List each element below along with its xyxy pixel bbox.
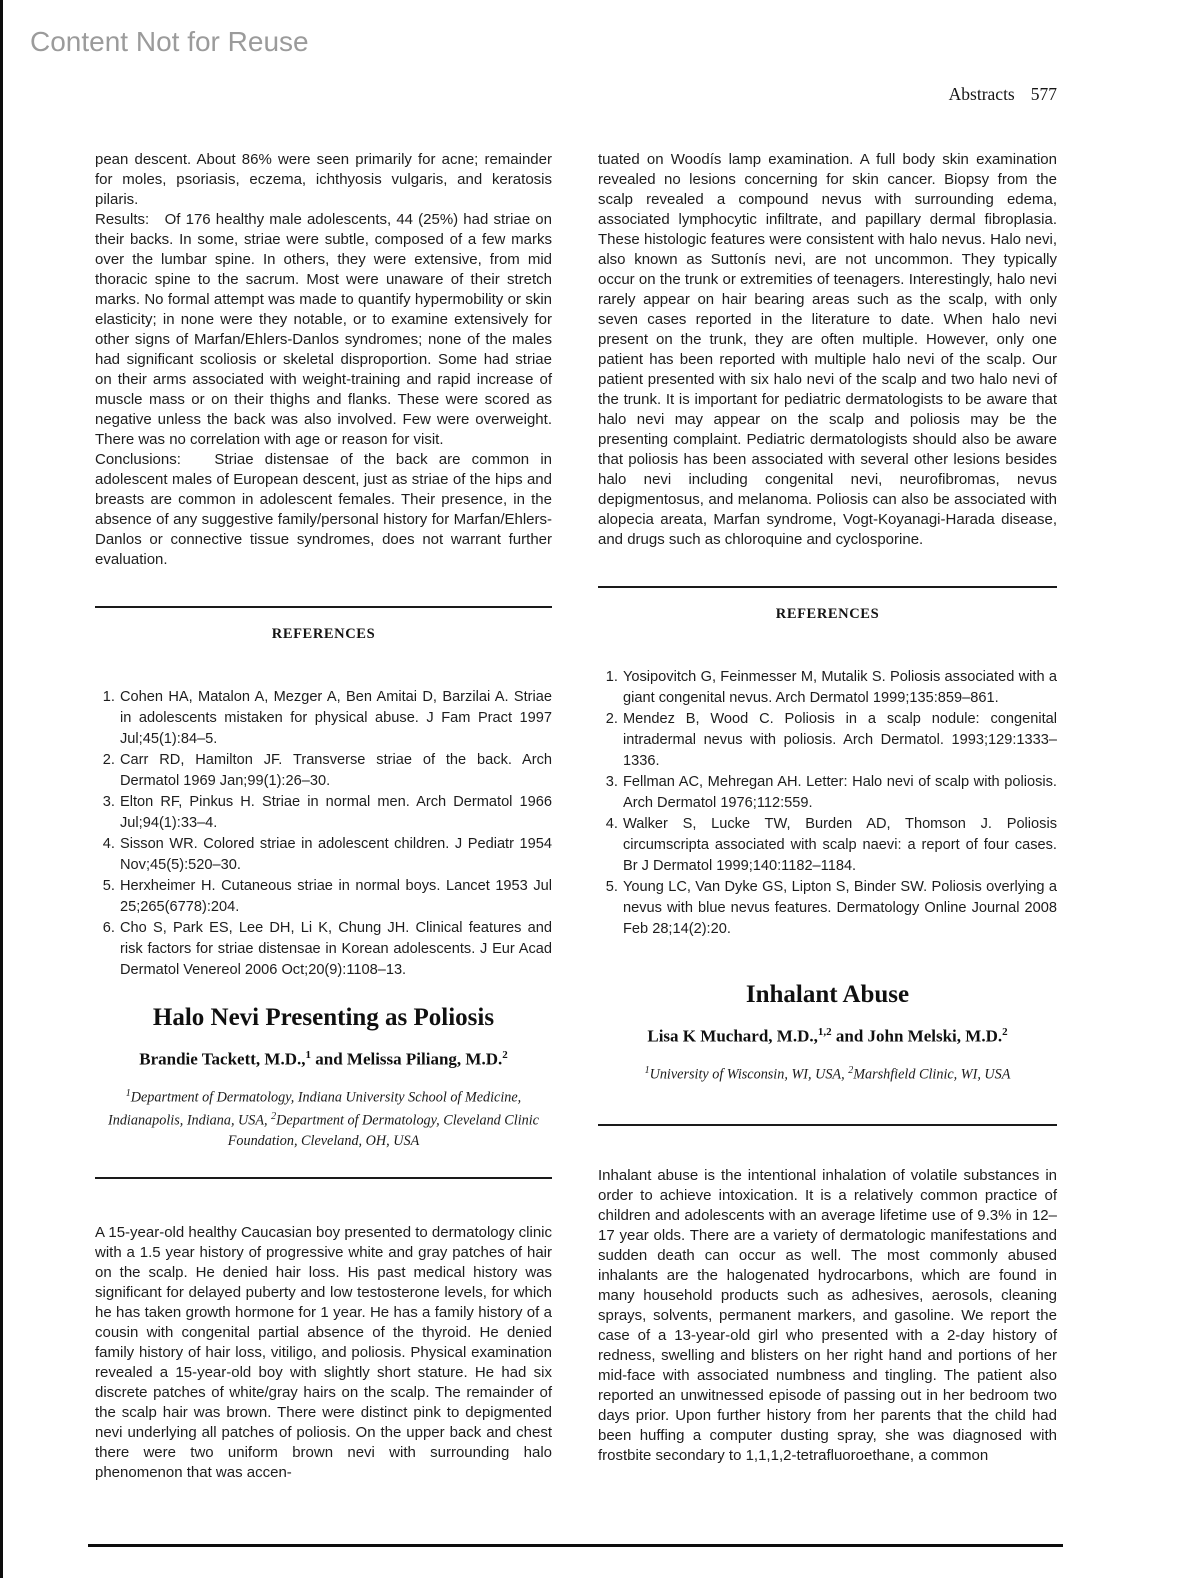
article-authors — [598, 1022, 1057, 1047]
reference-item: 6. Cho S, Park ES, Lee DH, Li K, Chung JH. Clinical features and risk factors for striae distensae in Korean adolescents. J Eur Acad Dermatol Venereol 2006 Oct;20(9):1108–13. — [119, 918, 552, 981]
author-name: and John Melski, M.D. — [831, 1026, 1003, 1046]
scan-left-edge-artifact — [0, 0, 3, 1578]
author-affiliation-superscript: 2 — [502, 1049, 508, 1061]
watermark: Content Not for Reuse — [30, 26, 309, 57]
author-name: and Melissa Piliang, M.D. — [310, 1049, 503, 1069]
article-body: Inhalant abuse is the intentional inhalation of volatile substances in order to achieve intoxication. It is a relatively common practice of children and adolescents with an average lifetime use of 9.3% in 12–17 year olds. There are a variety of dermatologic manifestations and sudden death can occur as well. The most commonly abused inhalants are the halogenated hydrocarbons, which are found in many household products such as adhesives, aerosols, cleaning sprays, solvents, permanent markers, and gasoline. We report the case of a 13-year-old girl who presented with a 2-day history of redness, swelling and blisters on her right hand and portions of her mid-face with associated numbness and tingling. The patient also reported an unwitnessed episode of passing out in her bedroom two days prior. Upon further history from her parents that the child had been huffing a computer dusting spray, she was diagnosed with frostbite secondary to 1,1,1,2-tetrafluoroethane, a common — [598, 1167, 1057, 1465]
affiliation-superscript: 1 — [644, 1064, 650, 1076]
section-divider — [598, 1124, 1057, 1126]
scan-bottom-edge-artifact — [88, 1544, 1063, 1547]
article-title: Inhalant Abuse — [745, 981, 910, 1008]
reference-item: 3. Fellman AC, Mehregan AH. Letter: Halo nevi of scalp with poliosis. Arch Dermatol 1976;112:559. — [622, 772, 1057, 814]
affiliation-superscript: 2 — [848, 1064, 854, 1076]
author-name: Brandie Tackett, M.D., — [139, 1049, 306, 1069]
affiliation-text: Department of Dermatology, Cleveland Clinic Foundation, Cleveland, OH, USA — [227, 1113, 539, 1150]
affiliation-text: Department of Dermatology, Indiana University School of Medicine, Indianapolis, Indiana, USA, — [108, 1089, 522, 1130]
results-paragraph: Results: Of 176 healthy male adolescents, 44 (25%) had striae on their backs. In some, striae were subtle, composed of a few marks over the lumbar spine. In others, they were extensive, from mid thoracic spine to the sacrum. Most were unaware of their stretch marks. No formal attempt was made to quantify hypermobility or skin elasticity; in none were they notable, or to examine extensively for other signs of Marfan/Ehlers-Danlos syndromes; none of the males had significant scoliosis or skeletal disproportion. Some had striae on their arms associated with weight-training and rapid increase of muscle mass or on their thighs and flanks. These were scored as negative unless the back was also involved. Few were overweight. There was no correlation with age or reason for visit. — [95, 211, 552, 448]
conclusions-paragraph: Conclusions: Striae distensae of the back are common in adolescent males of European descent, just as striae of the hips and breasts are common in adolescent females. Their presence, in the absence of any suggestive family/personal history for Marfan/Ehlers-Danlos or connective tissue syndromes, does not warrant further evaluation. — [95, 451, 552, 568]
affiliation-superscript: 2 — [271, 1111, 277, 1123]
references-list — [598, 667, 1057, 940]
reference-item: 1. Cohen HA, Matalon A, Mezger A, Ben Amitai D, Barzilai A. Striae in adolescents mistaken for physical abuse. J Fam Pract 1997 Jul;45(1):84–5. — [119, 687, 552, 750]
reference-item: 2. Carr RD, Hamilton JF. Transverse striae of the back. Arch Dermatol 1969 Jan;99(1):26–30. — [119, 750, 552, 792]
section-divider — [95, 606, 552, 608]
references-list — [95, 687, 552, 981]
references-heading: REFERENCES — [271, 626, 376, 642]
running-head — [95, 84, 1057, 105]
affiliation-superscript: 1 — [125, 1087, 131, 1099]
article-body: A 15-year-old healthy Caucasian boy presented to dermatology clinic with a 1.5 year history of progressive white and gray patches of hair on the scalp. He denied hair loss. His past medical history was significant for delayed puberty and low testosterone levels, for which he has taken growth hormone for 1 year. He has a family history of a cousin with congenital partial absence of the thyroid. He denied family history of hair loss, vitiligo, and poliosis. Physical examination revealed a 15-year-old boy with slightly short stature. He had six discrete patches of white/gray hairs on the scalp. The remainder of the scalp hair was brown. There were distinct pink to depigmented nevi underlying all patches of poliosis. On the upper back and chest there were two uniform brown nevi with surrounding halo phenomenon that was accen- — [95, 1224, 552, 1482]
page-number: 577 — [1030, 84, 1057, 104]
article-title: Halo Nevi Presenting as Poliosis — [152, 1004, 495, 1031]
author-affiliation-superscript: 1 — [305, 1049, 311, 1061]
author-affiliation-superscript: 2 — [1002, 1026, 1008, 1038]
reference-item: 1. Yosipovitch G, Feinmesser M, Mutalik S. Poliosis associated with a giant congenital nevus. Arch Dermatol 1999;135:859–861. — [622, 667, 1057, 709]
affiliation-text: University of Wisconsin, WI, USA, — [649, 1066, 849, 1083]
article-affiliation — [598, 1061, 1057, 1085]
reference-item: 4. Sisson WR. Colored striae in adolescent children. J Pediatr 1954 Nov;45(5):520–30. — [119, 834, 552, 876]
running-head-label: Abstracts — [948, 84, 1015, 104]
reference-item: 5. Young LC, Van Dyke GS, Lipton S, Binder SW. Poliosis overlying a nevus with blue nevus features. Dermatology Online Journal 2008 Feb 28;14(2):20. — [622, 877, 1057, 940]
article-authors — [95, 1045, 552, 1070]
reference-item: 5. Herxheimer H. Cutaneous striae in normal boys. Lancet 1953 Jul 25;265(6778):204. — [119, 876, 552, 918]
column-right — [598, 150, 1057, 1483]
reference-item: 4. Walker S, Lucke TW, Burden AD, Thomson J. Poliosis circumscripta associated with scalp naevi: a report of four cases. Br J Dermatol 1999;140:1182–1184. — [622, 814, 1057, 877]
abstract-continuation-paragraph: tuated on Woodís lamp examination. A full body skin examination revealed no lesions concerning for skin cancer. Biopsy from the scalp revealed a compound nevus with surrounding edema, associated lymphocytic infiltrate, and papillary dermal fibroplasia. These histologic features were consistent with halo nevus. Halo nevi, also known as Suttonís nevi, are not uncommon. They typically occur on the trunk or extremities of teenagers. Interestingly, halo nevi rarely appear on hair bearing areas such as the scalp, with only seven cases reported in the literature to date. When halo nevi present on the trunk, they are often multiple. However, only one patient has been reported with multiple halo nevi of the scalp. Our patient presented with six halo nevi of the scalp and two halo nevi of the trunk. It is important for pediatric dermatologists to be aware that halo nevi may appear on the scalp and poliosis may be the presenting complaint. Pediatric dermatologists should also be aware that poliosis has been associated with several other lesions besides halo nevi including congenital nevi, neurofibromas, nevus depigmentosus, and melanoma. Poliosis can also be associated with alopecia areata, Marfan syndrome, Vogt-Koyanagi-Harada disease, and drugs such as chloroquine and cyclosporine. — [598, 151, 1057, 548]
reference-item: 2. Mendez B, Wood C. Poliosis in a scalp nodule: congenital intradermal nevus with poliosis. Arch Dermatol. 1993;129:1333–1336. — [622, 709, 1057, 772]
author-affiliation-superscript: 1,2 — [817, 1026, 832, 1038]
section-divider — [95, 1177, 552, 1179]
article-affiliation — [95, 1084, 552, 1151]
references-heading: REFERENCES — [775, 606, 880, 622]
abstract-continuation-paragraph: pean descent. About 86% were seen primarily for acne; remainder for moles, psoriasis, eczema, ichthyosis vulgaris, and keratosis pilaris. — [95, 151, 552, 208]
column-left — [95, 150, 552, 1483]
reference-item: 3. Elton RF, Pinkus H. Striae in normal men. Arch Dermatol 1966 Jul;94(1):33–4. — [119, 792, 552, 834]
affiliation-text: Marshfield Clinic, WI, USA — [853, 1066, 1011, 1083]
section-divider — [598, 586, 1057, 588]
author-name: Lisa K Muchard, M.D., — [647, 1026, 818, 1046]
two-column-layout — [95, 150, 1057, 1483]
